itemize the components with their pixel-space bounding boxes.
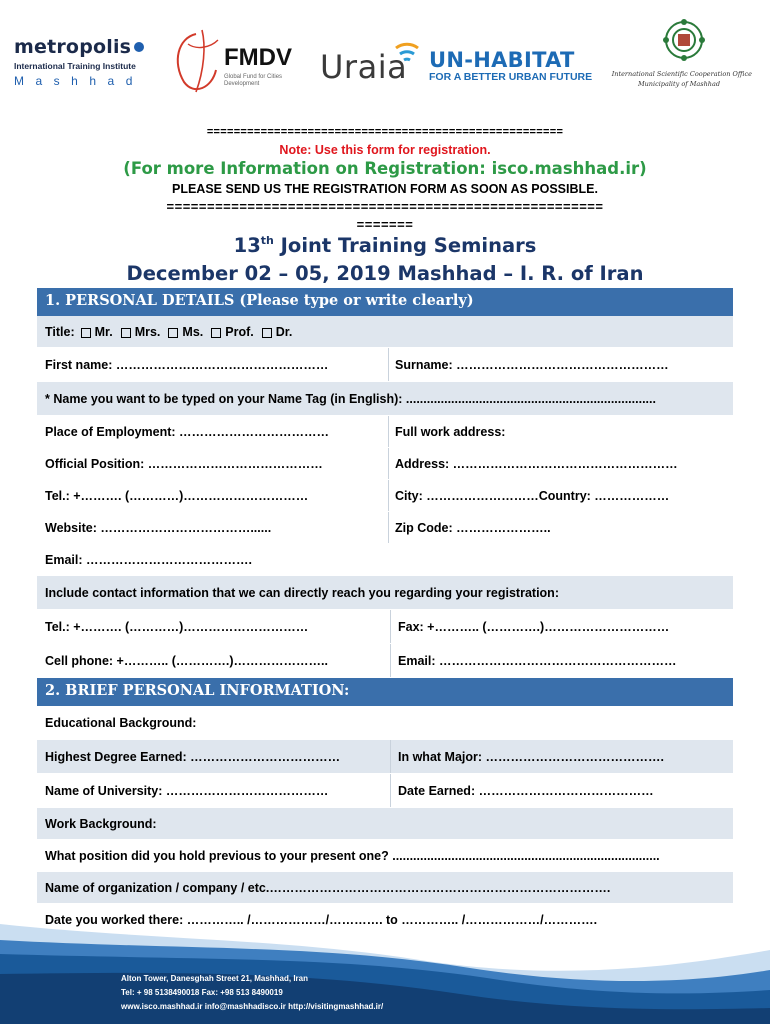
name-tag-field[interactable]: * Name you want to be typed on your Name Tag (in English): ........................................................................ [45,391,656,406]
checkbox-prof[interactable] [211,328,221,338]
metropolis-dot-icon [134,42,144,52]
contact-info-label: Include contact information that we can directly reach you regarding your registration: [45,585,559,600]
checkbox-mrs[interactable] [121,328,131,338]
please-send-notice: PLEASE SEND US THE REGISTRATION FORM AS SOON AS POSSIBLE. [172,182,598,196]
metropolis-city: Mashhad [14,74,144,88]
tel-row [37,480,733,512]
fmdv-subtitle: Global Fund for Cities Development [224,74,283,87]
checkbox-dr[interactable] [262,328,272,338]
footer-phone: Tel: + 98 5138490018 Fax: +98 513 8490019 [121,988,283,997]
surname-field[interactable]: Surname: …………………………………………… [395,357,669,372]
separator-long: ====================================================== [166,199,604,214]
contact-info-row [37,576,733,610]
date-earned-field[interactable]: Date Earned: …………………………………… [398,783,654,798]
seminar-title [0,234,770,257]
previous-position-row [37,840,733,872]
organization-field[interactable]: Name of organization / company / etc.………………………………………………………………………. [45,880,611,895]
city-country-field[interactable]: City: ………………………Country: ……………… [395,488,670,503]
title-ordinal: th [260,234,274,247]
date-worked-field[interactable]: Date you worked there: ………….. /………………/…………. to ………….. /………………/…………. [45,912,598,927]
work-background-row [37,808,733,840]
fmdv-name: FMDV [224,44,292,71]
seminar-date-location: December 02 – 05, 2019 Mashhad – I. R. of Iran [126,262,644,285]
option-ms: Ms. [182,324,204,339]
section-personal-details-heading: 1. PERSONAL DETAILS (Please type or write clearly) [37,288,733,316]
uraia-logo [320,38,420,88]
unhabitat-logo [429,48,594,83]
contact-email-field[interactable]: Email: ………………………………………………… [398,653,677,668]
place-of-employment-field[interactable]: Place of Employment: ……………………………… [37,416,389,447]
organization-row [37,872,733,904]
educational-background-label: Educational Background: [45,715,197,730]
option-mrs: Mrs. [134,324,161,339]
footer-wave-graphic [0,910,770,1024]
previous-position-field[interactable]: What position did you hold previous to your present one? ............................................................................. [45,848,660,863]
title-label: Title: [45,324,75,339]
first-name-field[interactable]: First name: …………………………………………… [37,348,389,381]
more-info-link[interactable]: (For more Information on Registration: isco.mashhad.ir) [123,159,647,178]
position-row [37,448,733,480]
full-work-address-label: Full work address: [395,424,506,439]
fmdv-swirl-icon [166,26,226,98]
fax-field[interactable]: Fax: +……….. (………….)………………………… [398,619,670,634]
option-prof: Prof. [225,324,254,339]
name-tag-row [37,382,733,416]
isco-line-1: International Scientific Cooperation Office [611,70,752,78]
isco-logo [592,18,752,98]
contact-tel-row [37,610,733,644]
checkbox-ms[interactable] [168,328,178,338]
section-brief-info-heading: 2. BRIEF PERSONAL INFORMATION: [37,678,733,706]
footer-address: Alton Tower, Danesghah Street 21, Mashhad, Iran [121,974,309,983]
unhabitat-name: UN-HABITAT [429,48,575,72]
university-field[interactable]: Name of University: ………………………………… [37,774,391,807]
employment-row [37,416,733,448]
name-row [37,348,733,382]
fmdv-logo [166,26,316,98]
zip-code-field[interactable]: Zip Code: ………………….. [395,520,551,535]
degree-row [37,740,733,774]
option-dr: Dr. [275,324,293,339]
work-background-label: Work Background: [45,816,157,831]
uraia-name: Uraia [320,48,408,86]
title-text: Joint Training Seminars [273,234,537,257]
contact-tel-field[interactable]: Tel.: +………. (…………)………………………… [37,610,391,643]
educational-background-row [37,706,733,740]
email-row [37,544,733,576]
registration-form [37,288,733,936]
title-number: 13 [233,234,261,257]
university-row [37,774,733,808]
isco-emblem-icon [662,18,706,66]
registration-note: Note: Use this form for registration. [279,143,491,157]
official-position-field[interactable]: Official Position: …………………………………… [37,448,389,479]
website-field[interactable]: Website: ………………………………...... [37,512,389,543]
footer-banner [0,910,770,1024]
isco-line-2: Municipality of Mashhad [637,80,720,88]
header-logos [14,18,756,98]
tel-field[interactable]: Tel.: +………. (…………)………………………… [37,480,389,511]
website-row [37,512,733,544]
cell-phone-field[interactable]: Cell phone: +……….. (………….)………………….. [37,644,391,677]
address-field[interactable]: Address: ……………………………………………… [395,456,678,471]
unhabitat-tagline: FOR A BETTER URBAN FUTURE [429,71,593,83]
highest-degree-field[interactable]: Highest Degree Earned: ……………………………… [37,740,391,773]
metropolis-name: metropolis [14,36,132,58]
email-field[interactable]: Email: …………………………………. [45,552,252,567]
footer-web-links[interactable]: www.isco.mashhad.ir info@mashhadisco.ir http://visitingmashhad.ir/ [121,1002,384,1011]
metropolis-subtitle: International Training Institute [14,61,136,71]
option-mr: Mr. [94,324,113,339]
separator-tail: ======= [356,217,414,232]
wifi-signal-icon [392,38,422,68]
title-row [37,316,733,348]
cell-phone-row [37,644,733,678]
separator-top: ===================================================== [206,126,564,138]
metropolis-logo [14,36,149,88]
major-field[interactable]: In what Major: ……………………………………. [398,749,664,764]
checkbox-mr[interactable] [81,328,91,338]
